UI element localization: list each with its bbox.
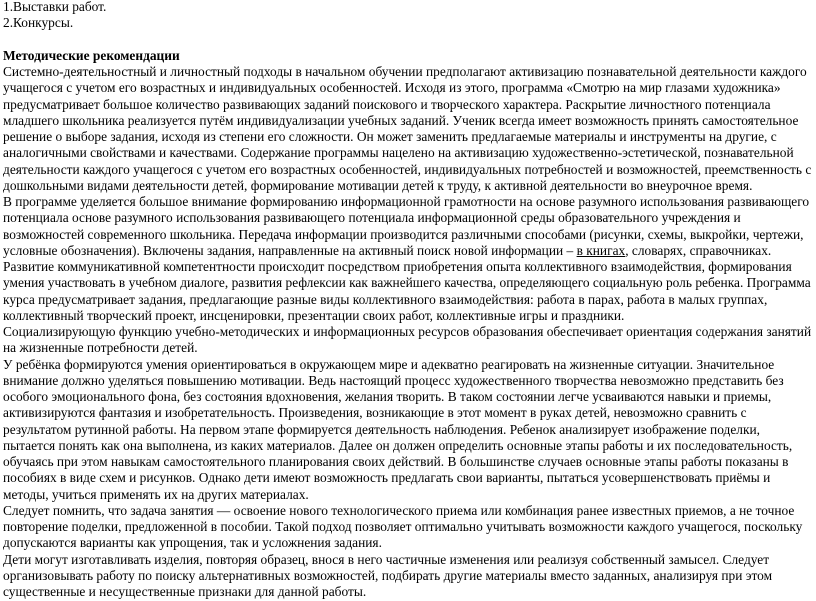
books-link[interactable]: в книгах	[576, 242, 626, 258]
paragraph-motivation: У ребёнка формируются умения ориентироваться в окружающем мире и адекватно реагировать на жизненные ситуации. Значительное внимание должно уделяться повышению мотивации. Ведь настоящий процесс художественного творчества невозможно представить без особого эмоционального фона, без состояния вдохновения, желания творить. В таком состоянии легче усваиваются навыки и приемы, активизируются фантазия и изобретательность. Произведения, возникающие в этот момент в руках детей, невозможно сравнить с результатом рутинной работы. На первом этапе формируется деятельность наблюдения. Ребенок анализирует изображение поделки, пытается понять как она выполнена, из каких материалов. Далее он должен определить основные этапы работы и их последовательность, обучаясь при этом навыкам самостоятельного планирования своих действий. В большинстве случаев основные этапы работы показаны в пособиях в виде схем и рисунков. Однако дети имеют возможность предлагать свои варианты, пытаться усовершенствовать приёмы и методы, учиться применять их на других материалах.	[3, 356, 793, 502]
paragraph-information-literacy	[3, 194, 813, 259]
paragraph-lesson-task: Следует помнить, что задача занятия — освоение нового технологического приема или комбинация ранее известных приемов, а не точное повторение поделки, предложенной в пособии. Такой подход позволяет оптимально учитывать возможности каждого учащегося, поскольку допускаются варианты как упрощения, так и усложнения задания.	[3, 502, 803, 551]
paragraph-text: , словарях, справочниках.	[625, 242, 772, 258]
paragraph-variations: Дети могут изготавливать изделия, повторяя образец, внося в него частичные изменения или реализуя собственный замысел. Следует организовывать работу по поиску альтернативных возможностей, подбирать другие материалы вместо заданных, анализируя при этом существенные и несущественные признаки для данной работы.	[3, 551, 773, 599]
blank-line	[3, 32, 813, 48]
list-item-exhibitions: 1.Выставки работ.	[3, 0, 107, 14]
paragraph-communication: Развитие коммуникативной компетентности происходит посредством приобретения опыта коллективного взаимодействия, формирования умения участвовать в учебном диалоге, развития рефлексии как важнейшего качества, определяющего социальную роль ребенка. Программа курса предусматривает задания, предлагающие разные виды коллективного взаимодействия: работа в парах, работа в малых группах, коллективный творческий проект, инсценировки, презентации своих работ, коллективные игры и праздники.	[3, 259, 811, 323]
paragraph-approaches: Системно-деятельностный и личностный подходы в начальном обучении предполагают активизацию познавательной деятельности каждого учащегося с учетом его возрастных и индивидуальных особенностей. Исходя из этого, программа «Смотрю на мир глазами художника» предусматривает большое количество развивающих заданий поискового и творческого характера. Раскрытие личностного потенциала младшего школьника реализуется путём индивидуализации учебных заданий. Ученик всегда имеет возможность принять самостоятельное решение о выборе задания, исходя из степени его сложности. Он может заменить предлагаемые материалы и инструменты на другие, с аналогичными свойствами и качествами. Содержание программы нацелено на активизацию художественно-эстетической, познавательной деятельности каждого учащегося с учетом его возрастных особенностей, индивидуальных потребностей и возможностей, преемственность с дошкольными видами деятельности детей, формирование мотивации детей к труду, к активной деятельности во внеурочное время.	[3, 64, 812, 193]
section-heading: Методические рекомендации	[3, 47, 180, 63]
list-item-contests: 2.Конкурсы.	[3, 15, 74, 31]
paragraph-text: В программе уделяется большое внимание формированию информационной грамотности на основе разумного использования развивающего потенциала основе разумного использования развивающего потенциала информационной среды образовательного учреждения и возможностей современного школьника. Передача информации производится различными способами (рисунки, схемы, выкройки, чертежи, условные обозначения). Включены задания, направленные на активный поиск новой информации –	[3, 194, 810, 258]
paragraph-socialization: Социализирующую функцию учебно-методических и информационных ресурсов образования обеспечивает ориентация содержания занятий на жизненные потребности детей.	[3, 324, 812, 356]
